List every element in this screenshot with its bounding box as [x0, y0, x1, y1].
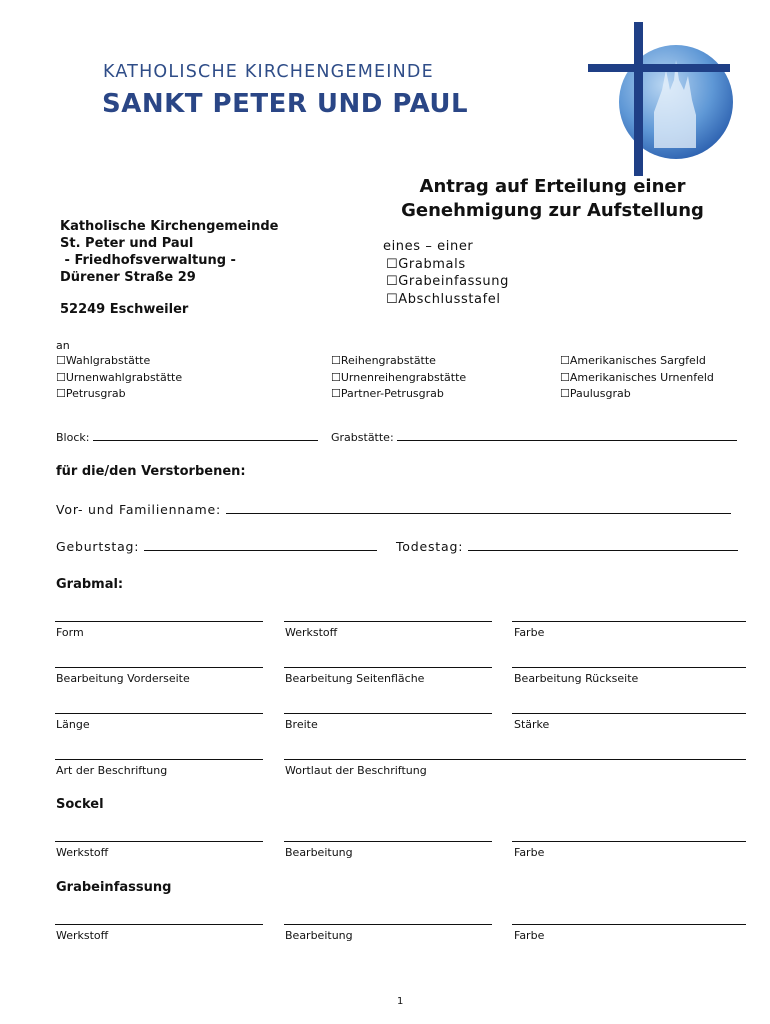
checkbox-wahlgrabstaette[interactable]: ☐Wahlgrabstätte [56, 354, 151, 367]
checkbox-paulusgrab[interactable]: ☐Paulusgrab [560, 387, 631, 400]
einfassung-farbe-input[interactable] [512, 924, 746, 925]
farbe-label: Farbe [514, 626, 545, 639]
grave-types-col2 [331, 353, 466, 403]
sockel-bearbeitung-input[interactable] [284, 841, 492, 842]
checkbox-amerikanisches-sargfeld[interactable]: ☐Amerikanisches Sargfeld [560, 354, 706, 367]
form-input[interactable] [55, 621, 263, 622]
address-line3: - Friedhofsverwaltung - [60, 253, 236, 268]
einfassung-bearbeitung-label: Bearbeitung [285, 929, 353, 942]
address-line1: Katholische Kirchengemeinde [60, 219, 279, 234]
checkbox-urnenreihengrabstaette[interactable]: ☐Urnenreihengrabstätte [331, 370, 467, 384]
sockel-farbe-label: Farbe [514, 846, 545, 859]
checkbox-petrusgrab[interactable]: ☐Petrusgrab [56, 387, 126, 400]
birth-label: Geburtstag: [56, 539, 140, 554]
death-field [396, 539, 738, 554]
address-city: 52249 Eschweiler [60, 302, 189, 317]
sockel-heading: Sockel [56, 797, 104, 812]
address-line4: Dürener Straße 29 [60, 270, 196, 285]
cross-church-emblem-icon [584, 20, 734, 180]
death-label: Todestag: [396, 539, 464, 554]
bearbeitung-vorderseite-label: Bearbeitung Vorderseite [56, 672, 190, 685]
checkbox-grabeinfassung[interactable]: ☐Grabeinfassung [386, 274, 509, 289]
block-field [56, 430, 318, 447]
einfassung-werkstoff-label: Werkstoff [56, 929, 109, 942]
checkbox-urnenwahlgrabstaette[interactable]: ☐Urnenwahlgrabstätte [56, 370, 183, 384]
werkstoff-input[interactable] [284, 621, 492, 622]
page-number: 1 [397, 996, 404, 1007]
grave-input[interactable] [397, 430, 737, 441]
grave-field [331, 430, 737, 447]
bearbeitung-seitenflaeche-label: Bearbeitung Seitenfläche [285, 672, 425, 685]
staerke-label: Stärke [514, 718, 550, 731]
name-label: Vor- und Familienname: [56, 502, 221, 517]
bearbeitung-seitenflaeche-input[interactable] [284, 667, 492, 668]
checkbox-partner-petrusgrab[interactable]: ☐Partner-Petrusgrab [331, 387, 444, 400]
form-title-line1: Antrag auf Erteilung einer [419, 176, 686, 197]
sockel-farbe-input[interactable] [512, 841, 746, 842]
org-name-line2: SANKT PETER UND PAUL [102, 89, 469, 119]
grabeinfassung-heading: Grabeinfassung [56, 880, 172, 895]
org-name-line1: KATHOLISCHE KIRCHENGEMEINDE [103, 62, 434, 82]
form-label: Form [56, 626, 84, 639]
laenge-label: Länge [56, 718, 90, 731]
wortlaut-beschriftung-input[interactable] [284, 759, 746, 760]
einfassung-farbe-label: Farbe [514, 929, 545, 942]
breite-input[interactable] [284, 713, 492, 714]
bearbeitung-vorderseite-input[interactable] [55, 667, 263, 668]
form-title-line2: Genehmigung zur Aufstellung [401, 200, 704, 221]
einfassung-werkstoff-input[interactable] [55, 924, 263, 925]
grave-label: Grabstätte: [331, 431, 394, 444]
name-field [56, 502, 731, 517]
werkstoff-label: Werkstoff [285, 626, 338, 639]
type-options-label: eines – einer [383, 239, 474, 254]
art-beschriftung-input[interactable] [55, 759, 263, 760]
type-options [383, 238, 509, 308]
address-line2: St. Peter und Paul [60, 236, 194, 251]
staerke-input[interactable] [512, 713, 746, 714]
einfassung-bearbeitung-input[interactable] [284, 924, 492, 925]
breite-label: Breite [285, 718, 318, 731]
grave-types-label: an [56, 339, 70, 352]
birth-input[interactable] [144, 540, 377, 551]
name-input[interactable] [226, 503, 731, 514]
checkbox-grabmals[interactable]: ☐Grabmals [386, 256, 466, 272]
recipient-address [60, 218, 279, 318]
bearbeitung-rueckseite-input[interactable] [512, 667, 746, 668]
sockel-bearbeitung-label: Bearbeitung [285, 846, 353, 859]
wortlaut-beschriftung-label: Wortlaut der Beschriftung [285, 764, 427, 777]
grave-types-col3 [560, 353, 714, 403]
checkbox-reihengrabstaette[interactable]: ☐Reihengrabstätte [331, 354, 436, 367]
laenge-input[interactable] [55, 713, 263, 714]
art-beschriftung-label: Art der Beschriftung [56, 764, 168, 777]
farbe-input[interactable] [512, 621, 746, 622]
birth-field [56, 539, 377, 554]
block-input[interactable] [93, 430, 318, 441]
form-title [370, 175, 735, 223]
grave-types-col1 [56, 353, 182, 403]
checkbox-amerikanisches-urnenfeld[interactable]: ☐Amerikanisches Urnenfeld [560, 370, 714, 384]
checkbox-abschlusstafel[interactable]: ☐Abschlusstafel [386, 291, 501, 307]
death-input[interactable] [468, 540, 738, 551]
sockel-werkstoff-label: Werkstoff [56, 846, 109, 859]
deceased-heading: für die/den Verstorbenen: [56, 464, 246, 479]
grabmal-heading: Grabmal: [56, 577, 124, 592]
sockel-werkstoff-input[interactable] [55, 841, 263, 842]
block-label: Block: [56, 431, 90, 444]
bearbeitung-rueckseite-label: Bearbeitung Rückseite [514, 672, 639, 685]
